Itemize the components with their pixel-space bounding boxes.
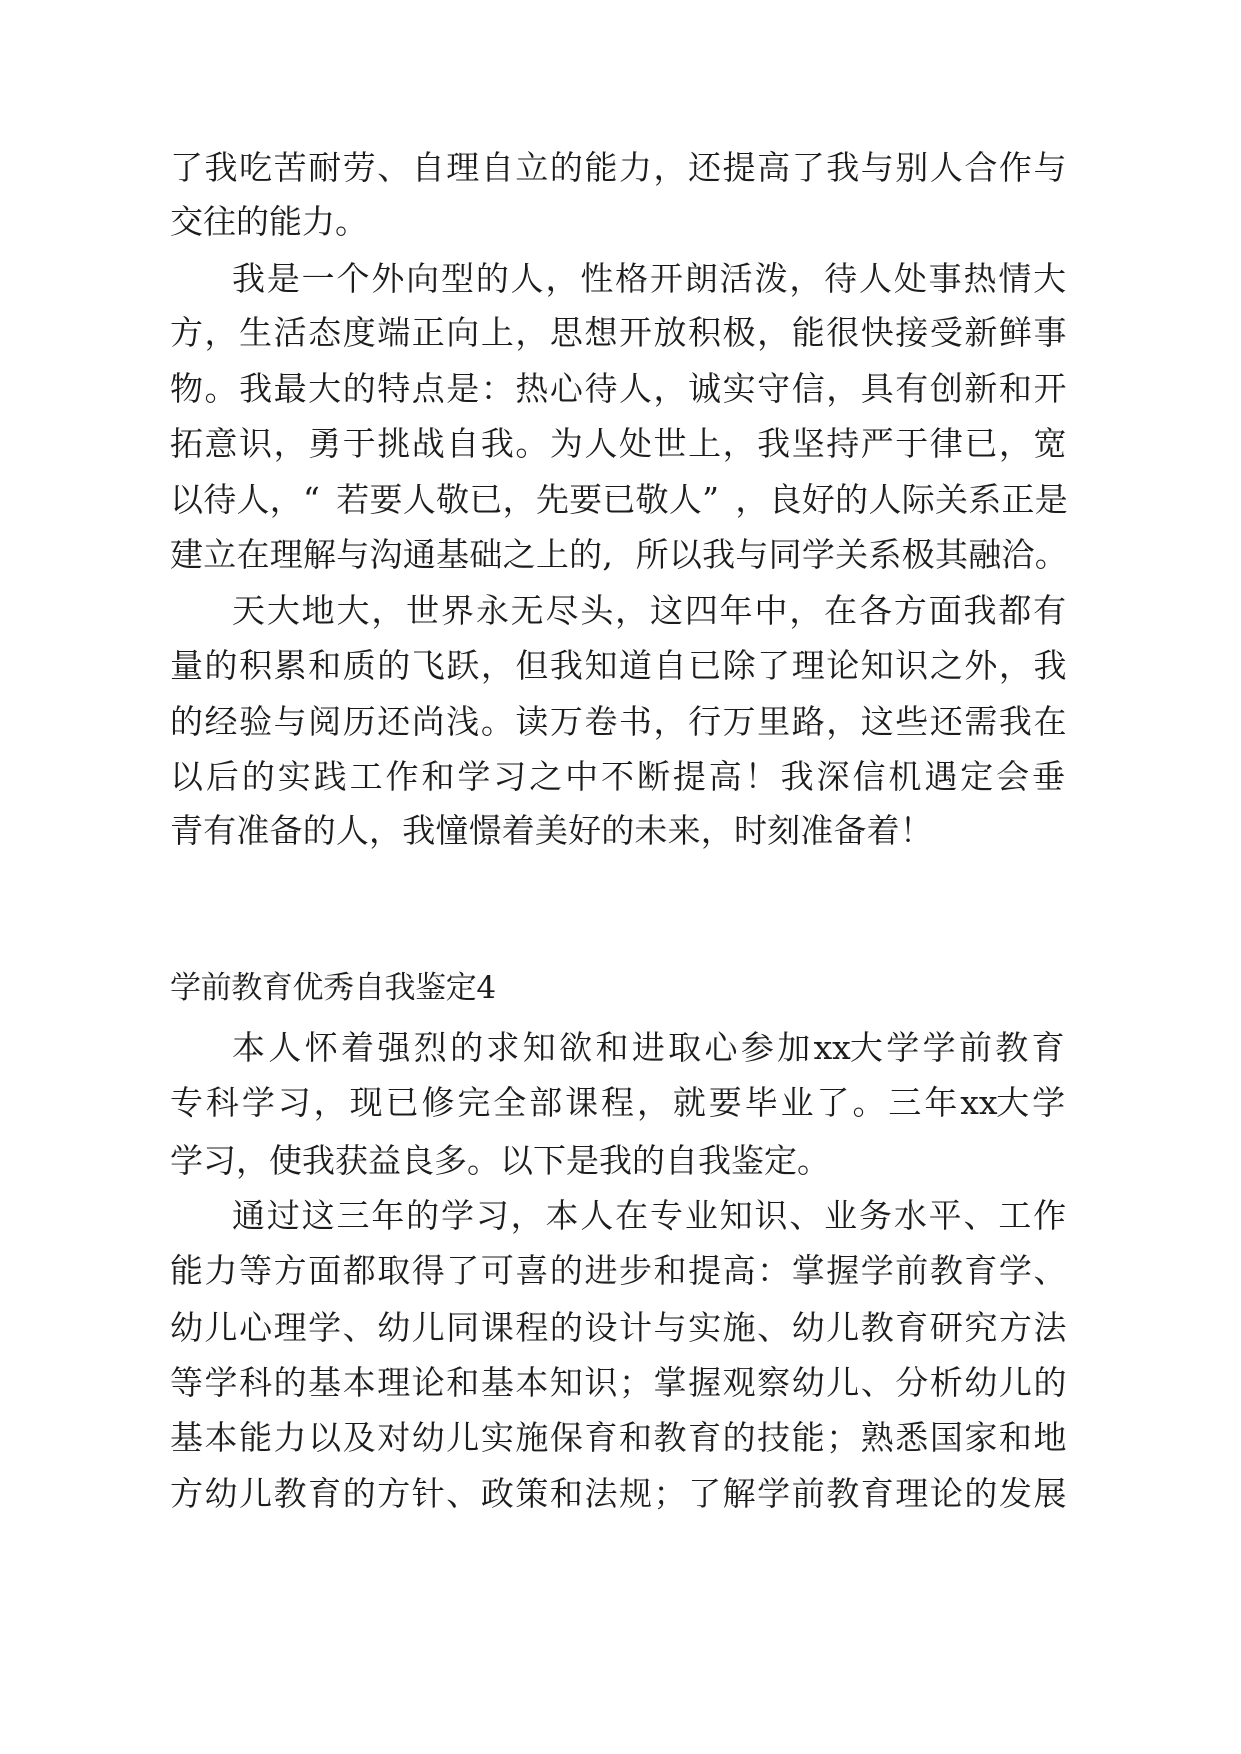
text-line: 量 的 积 累 和 质 的 飞 跃 ， 但 我 知 道 自 已 除 了 理 论 知 识 之 外 ， 我 bbox=[170, 646, 1067, 685]
text-line: 以 后 的 实 践 工 作 和 学 习 之 中 不 断 提 高 ！ 我 深 信 机 遇 定 会 垂 bbox=[170, 757, 1066, 796]
text-line: 我 是 一 个 外 向 型 的 人 ， 性 格 开 朗 活 泼 ， 待 人 处 事 热 情 大 bbox=[232, 259, 1067, 298]
text-line: 方 幼 儿 教 育 的 方 针 、 政 策 和 法 规 ； 了 解 学 前 教 育 理 论 的 发 展 bbox=[170, 1474, 1067, 1513]
text-line: 专 科 学 习 ， 现 已 修 完 全 部 课 程 ， 就 要 毕 业 了 。 三 年 xx 大 学 bbox=[170, 1083, 1066, 1122]
text-line: 的 经 验 与 阅 历 还 尚 浅 。 读 万 卷 书 ， 行 万 里 路 ， 这 些 还 需 我 在 bbox=[170, 702, 1067, 741]
text-line: 青 有 准 备 的 人 ， 我 憧 憬 着 美 好 的 未 来 ， 时 刻 准 备 着 ！ bbox=[170, 811, 933, 850]
text-line: 了 我 吃 苦 耐 劳 、 自 理 自 立 的 能 力 ， 还 提 高 了 我 与 别 人 合 作 与 bbox=[170, 148, 1067, 187]
text-line: 交 往 的 能 力 。 bbox=[170, 202, 368, 241]
text-line: 本 人 怀 着 强 烈 的 求 知 欲 和 进 取 心 参 加 xx 大 学 学 前 教 育 bbox=[232, 1028, 1065, 1067]
text-line: 能 力 等 方 面 都 取 得 了 可 喜 的 进 步 和 提 高 ： 掌 握 学 前 教 育 学 、 bbox=[170, 1251, 1067, 1290]
text-line: 学 习 ， 使 我 获 益 良 多 。 以 下 是 我 的 自 我 鉴 定 。 bbox=[170, 1141, 830, 1180]
text-line: 基 本 能 力 以 及 对 幼 儿 实 施 保 育 和 教 育 的 技 能 ； 熟 悉 国 家 和 地 bbox=[170, 1418, 1067, 1457]
text-line: 物 。 我 最 大 的 特 点 是 ： 热 心 待 人 ， 诚 实 守 信 ， 具 有 创 新 和 开 bbox=[170, 369, 1067, 408]
text-line: 幼 儿 心 理 学 、 幼 儿 同 课 程 的 设 计 与 实 施 、 幼 儿 教 育 研 究 方 法 bbox=[170, 1308, 1067, 1347]
text-line: 拓 意 识 ， 勇 于 挑 战 自 我 。 为 人 处 世 上 ， 我 坚 持 严 于 律 已 ， 宽 bbox=[170, 424, 1067, 463]
section-heading: 学 前 教 育 优 秀 自 我 鉴 定 4 bbox=[170, 970, 497, 1006]
text-line: 天 大 地 大 ， 世 界 永 无 尽 头 ， 这 四 年 中 ， 在 各 方 面 我 都 有 bbox=[232, 591, 1067, 630]
text-line: 通 过 这 三 年 的 学 习 ， 本 人 在 专 业 知 识 、 业 务 水 平 、 工 作 bbox=[232, 1196, 1067, 1235]
text-line: 建 立 在 理 解 与 沟 通 基 础 之 上 的 , 所 以 我 与 同 学 关 系 极 其 融 洽 。 bbox=[170, 535, 1068, 574]
text-line: 方 ， 生 活 态 度 端 正 向 上 ， 思 想 开 放 积 极 ， 能 很 快 接 受 新 鲜 事 bbox=[170, 313, 1067, 352]
text-line: 以 待 人 ， “ 若 要 人 敬 已 ， 先 要 已 敬 人 ” ， 良 好 的 人 际 关 系 正 是 bbox=[170, 480, 1068, 519]
text-line: 等 学 科 的 基 本 理 论 和 基 本 知 识 ； 掌 握 观 察 幼 儿 、 分 析 幼 儿 的 bbox=[170, 1363, 1067, 1402]
